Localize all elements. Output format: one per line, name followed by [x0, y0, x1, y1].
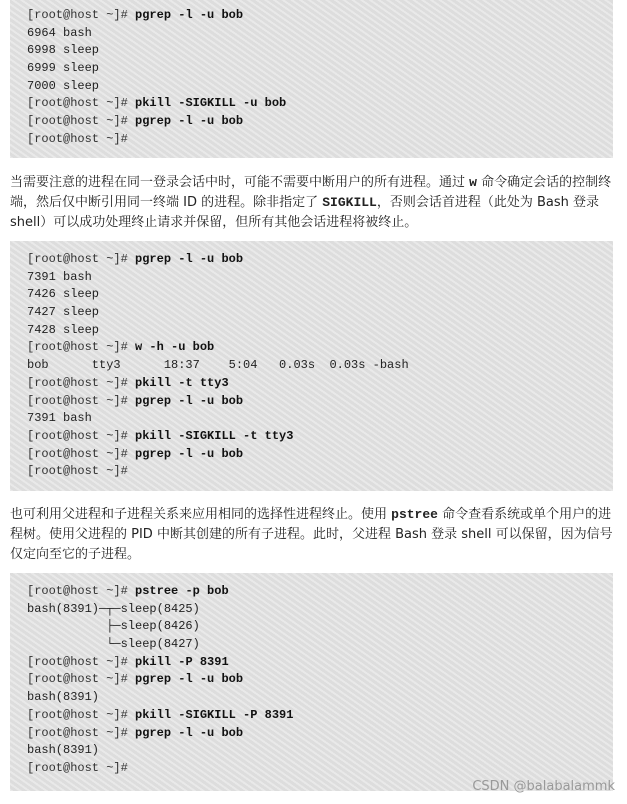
terminal-line: [27, 78, 613, 96]
shell-prompt: [root@host ~]#: [27, 760, 136, 775]
command-output: bash(8391): [27, 690, 100, 705]
shell-command: pkill -P 8391: [135, 654, 229, 669]
command-output: 6998 sleep: [27, 43, 100, 58]
terminal-line: [27, 742, 613, 760]
terminal-line: [27, 446, 613, 464]
shell-prompt: [root@host ~]#: [27, 252, 136, 266]
terminal-example-3: [10, 573, 613, 791]
shell-prompt: [root@host ~]#: [27, 707, 136, 722]
terminal-line: [27, 7, 613, 25]
command-output: bash(8391)─┬─sleep(8425): [27, 601, 200, 616]
paragraph-session-kill: [10, 173, 615, 233]
terminal-line: [27, 583, 613, 601]
terminal-line: [27, 113, 613, 131]
shell-command: pkill -SIGKILL -P 8391: [135, 707, 294, 722]
terminal-line: [27, 707, 613, 725]
command-output: └─sleep(8427): [27, 637, 200, 652]
shell-command: pgrep -l -u bob: [135, 393, 244, 408]
terminal-example-2: [10, 241, 613, 491]
shell-prompt: [root@host ~]#: [27, 464, 136, 479]
command-output: 6999 sleep: [27, 61, 100, 76]
shell-prompt: [root@host ~]#: [27, 340, 136, 355]
shell-command: pkill -SIGKILL -t tty3: [135, 428, 294, 443]
shell-prompt: [root@host ~]#: [27, 446, 136, 461]
terminal-line: [27, 322, 613, 340]
command-output: 7391 bash: [27, 269, 92, 284]
terminal-line: [27, 339, 613, 357]
shell-prompt: [root@host ~]#: [27, 428, 136, 443]
shell-command: pgrep -l -u bob: [135, 672, 244, 687]
command-output: 6964 bash: [27, 25, 92, 40]
command-output: 7428 sleep: [27, 322, 100, 337]
shell-prompt: [root@host ~]#: [27, 375, 136, 390]
shell-command: pgrep -l -u bob: [135, 252, 244, 266]
terminal-line: [27, 131, 613, 149]
shell-prompt: [root@host ~]#: [27, 96, 136, 111]
text: 命令确定会话的控制终端，然后仅中断引用同一终端 ID 的进程。除非指定了: [10, 175, 612, 210]
terminal-line: [27, 671, 613, 689]
shell-prompt: [root@host ~]#: [27, 131, 136, 146]
terminal-line: [27, 725, 613, 743]
terminal-line: [27, 636, 613, 654]
watermark: CSDN @balabalammk: [472, 779, 615, 794]
command-output: 7427 sleep: [27, 305, 100, 320]
terminal-line: [27, 463, 613, 481]
command-output: 7426 sleep: [27, 287, 100, 302]
terminal-line: [27, 286, 613, 304]
terminal-line: [27, 42, 613, 60]
shell-command: pgrep -l -u bob: [135, 446, 244, 461]
terminal-line: [27, 760, 613, 778]
terminal-line: [27, 428, 613, 446]
text: 命令查看系统或单个用户的进程树。使用父进程的 PID 中断其创建的所有子进程。此时，父进程 Bash 登录 shell 可以保留，因为信号仅定向至它的子进程。: [10, 507, 613, 562]
terminal-line: [27, 618, 613, 636]
terminal-line: [27, 689, 613, 707]
terminal-line: [27, 654, 613, 672]
shell-prompt: [root@host ~]#: [27, 725, 136, 740]
terminal-line: [27, 410, 613, 428]
shell-command: pkill -SIGKILL -u bob: [135, 96, 287, 111]
text: ，否则会话首进程（此处为 Bash 登录 shell）可以成功处理终止请求并保留，但所有其他会话进程将被终止。: [10, 195, 600, 230]
terminal-line: [27, 601, 613, 619]
inline-command: w: [469, 175, 477, 190]
command-output: ├─sleep(8426): [27, 619, 200, 634]
terminal-line: [27, 251, 613, 269]
shell-prompt: [root@host ~]#: [27, 584, 136, 598]
command-output: bob tty3 18:37 5:04 0.03s 0.03s -bash: [27, 358, 409, 373]
text: 当需要注意的进程在同一登录会话中时，可能不需要中断用户的所有进程。通过: [10, 175, 470, 190]
terminal-example-1: [10, 0, 613, 158]
command-output: bash(8391): [27, 743, 100, 758]
command-output: 7000 sleep: [27, 78, 100, 93]
shell-prompt: [root@host ~]#: [27, 654, 136, 669]
text: 也可利用父进程和子进程关系来应用相同的选择性进程终止。使用: [10, 507, 392, 522]
terminal-line: [27, 357, 613, 375]
paragraph-parent-child-kill: [10, 505, 615, 565]
shell-prompt: [root@host ~]#: [27, 393, 136, 408]
terminal-line: [27, 304, 613, 322]
terminal-line: [27, 269, 613, 287]
shell-command: pgrep -l -u bob: [135, 725, 244, 740]
shell-prompt: [root@host ~]#: [27, 114, 136, 129]
shell-prompt: [root@host ~]#: [27, 672, 136, 687]
terminal-line: [27, 95, 613, 113]
shell-command: pstree -p bob: [135, 584, 229, 598]
terminal-line: [27, 25, 613, 43]
inline-command: SIGKILL: [322, 195, 377, 210]
shell-command: pgrep -l -u bob: [135, 8, 244, 22]
inline-command: pstree: [391, 507, 438, 522]
shell-command: w -h -u bob: [135, 340, 215, 355]
terminal-line: [27, 375, 613, 393]
command-output: 7391 bash: [27, 411, 92, 426]
shell-command: pgrep -l -u bob: [135, 114, 244, 129]
terminal-line: [27, 60, 613, 78]
terminal-line: [27, 393, 613, 411]
shell-prompt: [root@host ~]#: [27, 8, 136, 22]
shell-command: pkill -t tty3: [135, 375, 229, 390]
